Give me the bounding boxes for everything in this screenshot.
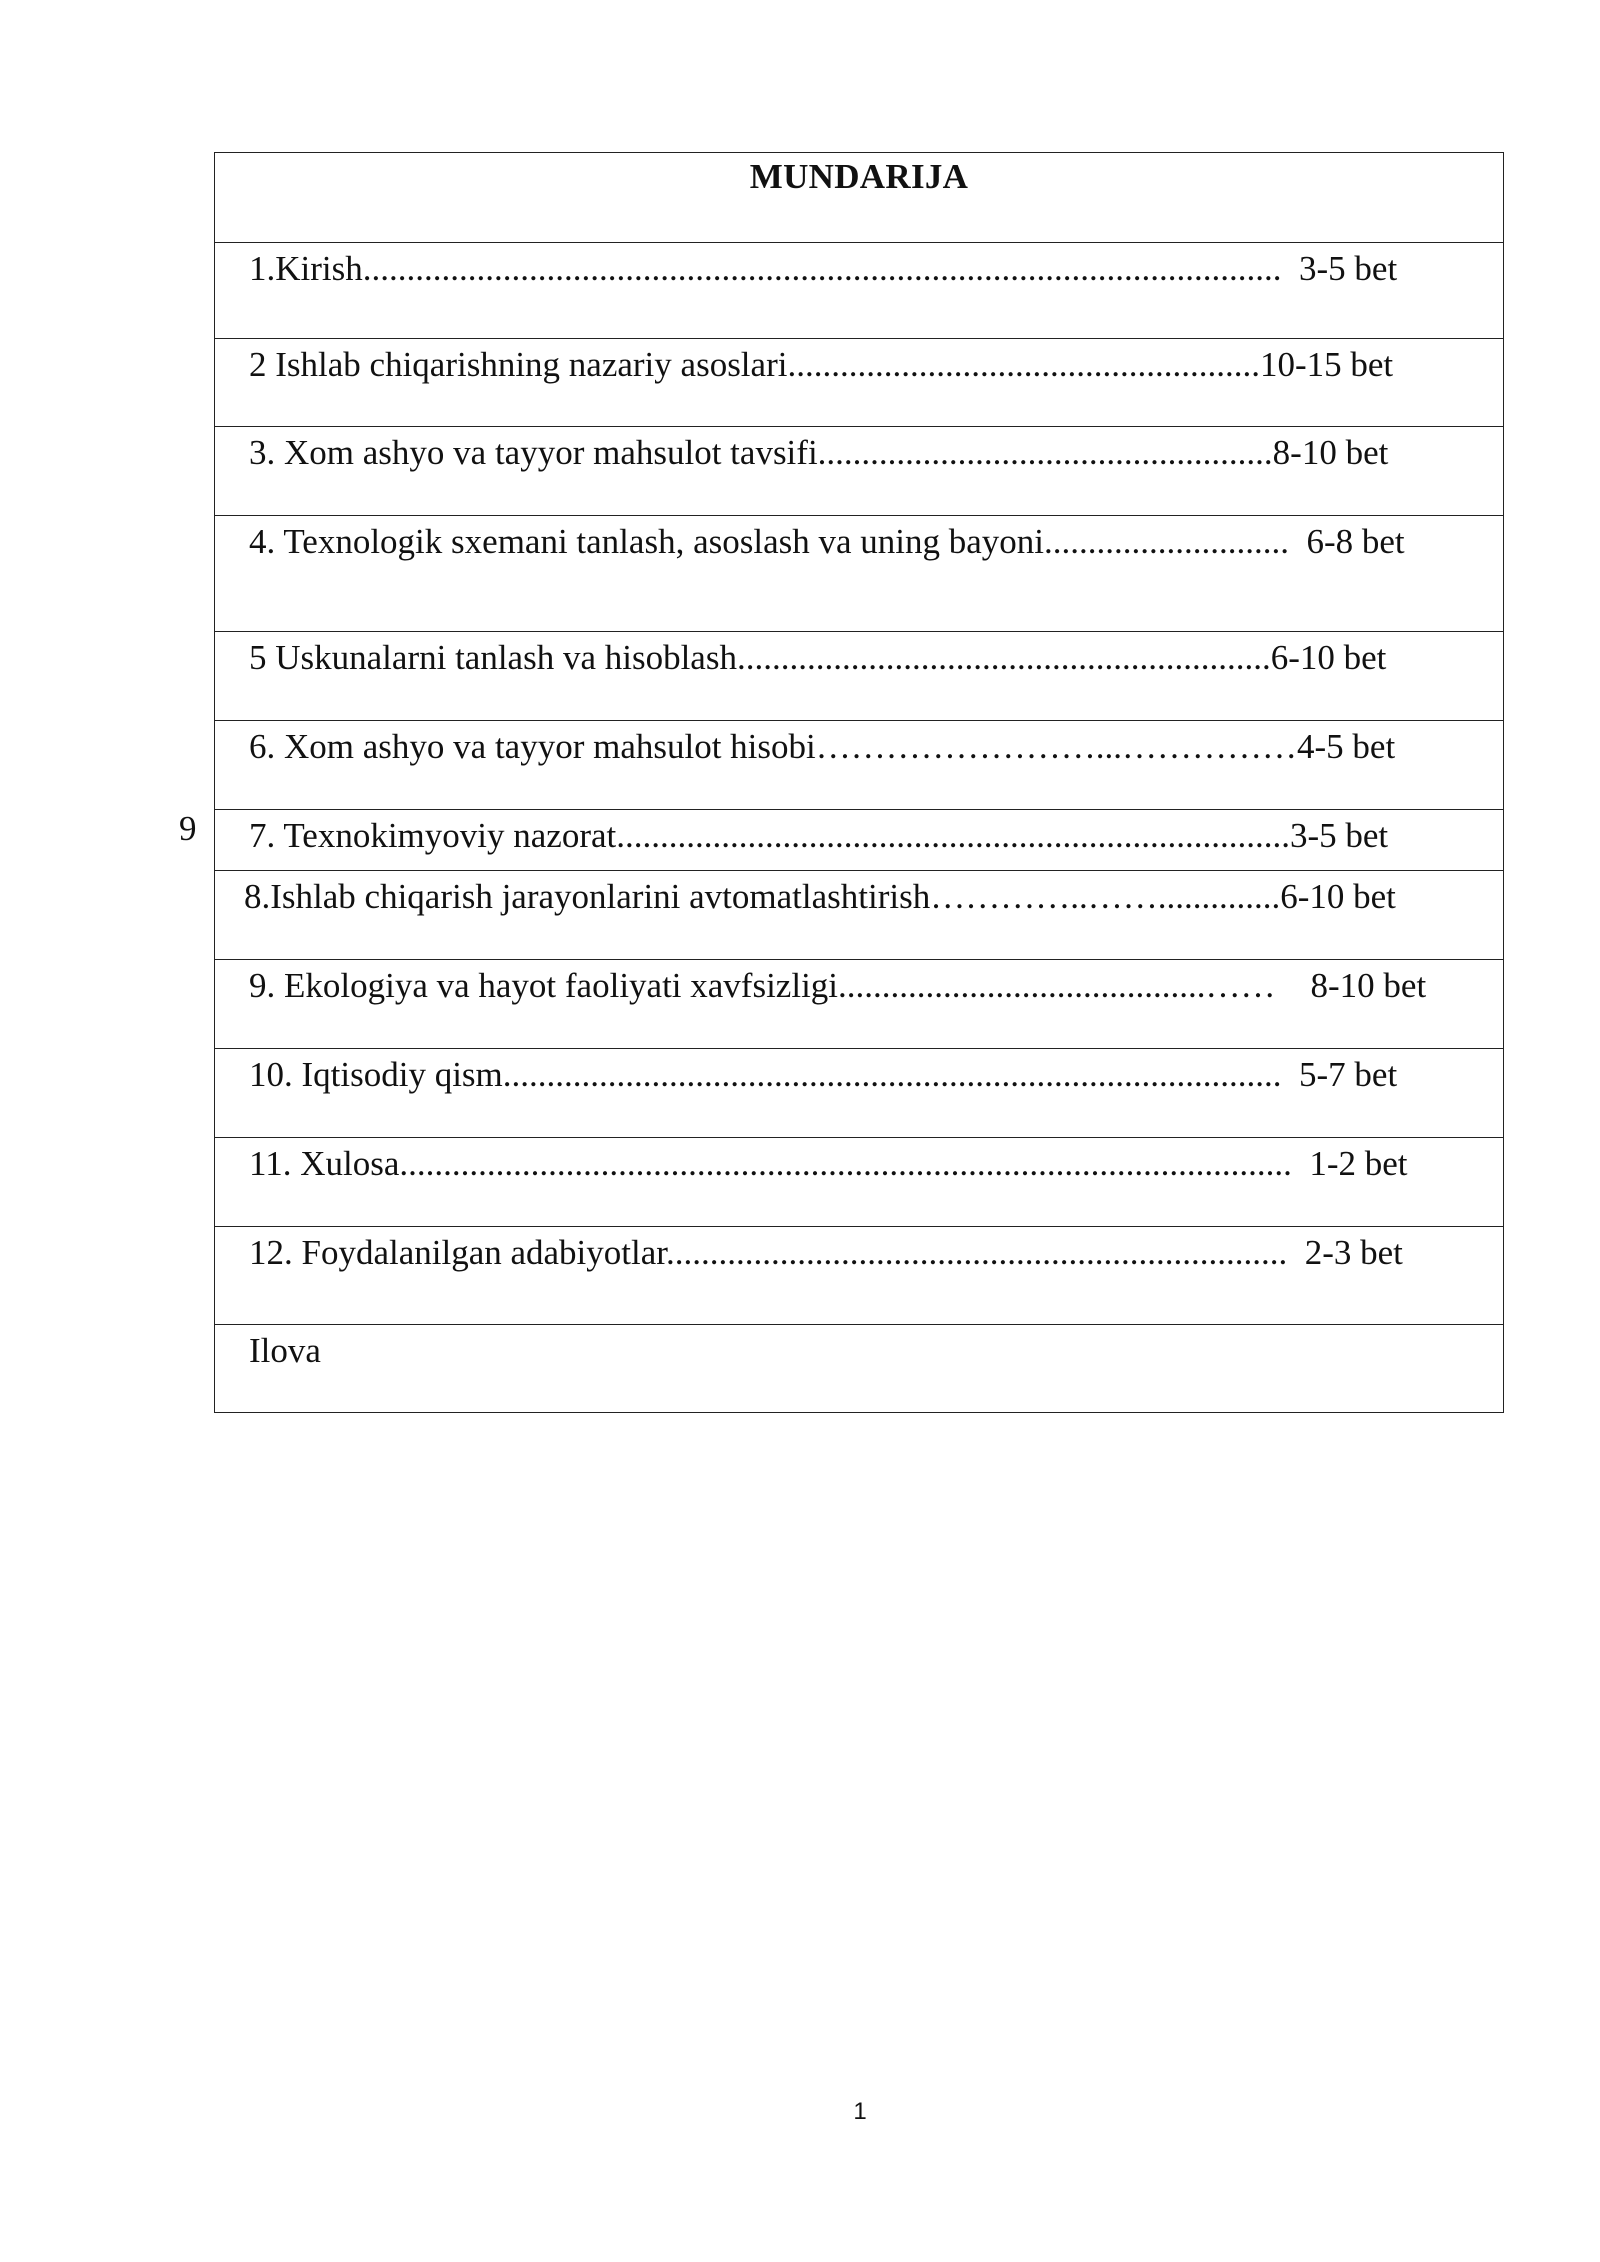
toc-entry: 9. Ekologiya va hayot faoliyati xavfsizligi..........................................…… 8-10 bet <box>249 966 1427 1005</box>
toc-row <box>215 242 1503 338</box>
toc-entry: 5 Uskunalarni tanlash va hisoblash.............................................................6-10 bet <box>249 638 1387 677</box>
toc-entry: Ilova <box>249 1331 321 1370</box>
toc-title-row <box>215 153 1503 242</box>
toc-entry: 6. Xom ashyo va tayyor mahsulot hisobi……………………...……………4-5 bet <box>249 727 1396 766</box>
toc-entry: 3. Xom ashyo va tayyor mahsulot tavsifi....................................................8-10 bet <box>249 433 1389 472</box>
toc-row <box>215 426 1503 515</box>
toc-row <box>215 720 1503 809</box>
toc-entry: 10. Iqtisodiy qism......................................................................................... 5-7 bet <box>249 1055 1398 1094</box>
toc-row <box>215 338 1503 426</box>
toc-entry: 8.Ishlab chiqarish jarayonlarini avtomatlashtirish…………..……..............6-10 bet <box>244 877 1396 916</box>
toc-row <box>215 809 1503 870</box>
toc-row <box>215 1324 1503 1412</box>
margin-number: 9 <box>179 809 197 848</box>
toc-row <box>215 870 1503 959</box>
toc-table <box>214 152 1504 1413</box>
toc-entry: 2 Ishlab chiqarishning nazariy asoslari......................................................10-15 bet <box>249 345 1394 384</box>
toc-row <box>215 1048 1503 1137</box>
toc-entry: 11. Xulosa...................................................................................................... 1-2 bet <box>249 1144 1408 1183</box>
toc-entry: 12. Foydalanilgan adabiyotlar....................................................................... 2-3 bet <box>249 1233 1403 1272</box>
toc-entry: 4. Texnologik sxemani tanlash, asoslash va uning bayoni............................ 6-8 bet <box>249 522 1405 561</box>
toc-row <box>215 959 1503 1048</box>
toc-entry: 7. Texnokimyoviy nazorat.............................................................................3-5 bet <box>249 816 1389 855</box>
toc-row <box>215 631 1503 720</box>
toc-row <box>215 1226 1503 1324</box>
toc-row <box>215 1137 1503 1226</box>
toc-row <box>215 515 1503 631</box>
page-number: 1 <box>853 2098 867 2125</box>
toc-title: MUNDARIJA <box>749 157 969 196</box>
toc-entry: 1.Kirish......................................................................................................... 3-5 bet <box>249 249 1398 288</box>
